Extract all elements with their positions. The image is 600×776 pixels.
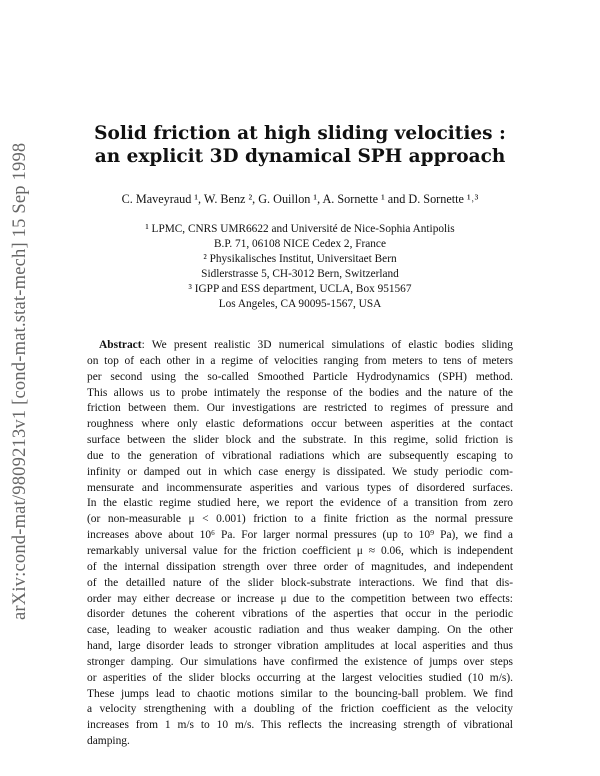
abstract-line: due to the generation of vibrational radiations which are subsequently escaping to (87, 449, 513, 462)
affiliation-line: ² Physikalisches Institut, Universitaet Bern (203, 253, 397, 265)
abstract-line: a velocity strengthening with a doubling of the friction coefficient as the velocity (87, 703, 513, 716)
abstract-line: In the elastic regime studied here, we report the evidence of a transition from zero (87, 497, 513, 510)
abstract-line: hand, large disorder leads to stronger vibration amplitudes at local asperities and thus (87, 640, 513, 653)
abstract-label: Abstract (99, 339, 142, 351)
abstract-line: disorder detunes the coherent vibrations of the asperties that occur in the periodic (87, 608, 513, 621)
arxiv-identifier: arXiv:cond-mat/9809213v1 [cond-mat.stat-mech] 15 Sep 1998 (10, 142, 30, 620)
abstract-line: of the internal dissipation strength over three order of magnitudes, and independent (87, 560, 513, 573)
abstract-line: friction between them. Our investigations are restricted to regimes of pressure and (87, 402, 513, 415)
abstract (87, 338, 513, 750)
abstract-line: stronger damping. Our simulations have confirmed the existence of jumps over steps (87, 655, 513, 668)
abstract-line: increases from 1 m/s to 10 m/s. This reflects the increasing strength of vibrational (87, 719, 513, 732)
author-list: C. Maveyraud ¹, W. Benz ², G. Ouillon ¹, A. Sornette ¹ and D. Sornette ¹˒³ (121, 192, 479, 206)
abstract-line: on top of each other in a regime of velocities ranging from meters to tens of meters (87, 354, 513, 367)
abstract-line: These jumps lead to chaotic motions similar to the bouncing-ball problem. We find (87, 687, 513, 700)
title-line-2: an explicit 3D dynamical SPH approach (94, 146, 506, 167)
abstract-line: (or non-measurable μ < 0.001) friction to a finite friction as the normal pressure (87, 513, 513, 526)
abstract-line: damping. (87, 735, 130, 748)
affiliation-line: Sidlerstrasse 5, CH-3012 Bern, Switzerland (201, 268, 399, 280)
affiliation-line: B.P. 71, 06108 NICE Cedex 2, France (214, 238, 386, 250)
abstract-line: order may either decrease or increase μ due to the competition between two effects: (87, 592, 513, 605)
abstract-line: increases above about 10⁶ Pa. For larger normal pressures (up to 10⁹ Pa), we find a (87, 529, 513, 542)
affiliation-line: ¹ LPMC, CNRS UMR6622 and Université de Nice-Sophia Antipolis (145, 223, 455, 235)
abstract-line: Abstract: We present realistic 3D numerical simulations of elastic bodies sliding (99, 339, 513, 351)
affiliation-line: Los Angeles, CA 90095-1567, USA (218, 298, 382, 310)
affiliations (60, 222, 540, 312)
affiliation-line: ³ IGPP and ESS department, UCLA, Box 951567 (188, 283, 412, 295)
abstract-line: roughness where only elastic deformations occur between asperities at the contact (87, 418, 513, 431)
abstract-line: surface between the slider block and the substrate. In this regime, solid friction is (87, 434, 513, 447)
abstract-line: remarkably universal value for the friction coefficient μ ≈ 0.06, which is independent (87, 544, 513, 557)
abstract-line: This allows us to probe intimately the response of the bodies and the nature of the (87, 386, 513, 399)
abstract-line: case, leading to weaker acoustic radiation and thus weaker damping. On the other (87, 624, 513, 637)
abstract-line: infinity or damped out in which case energy is dissipated. We study periodic com- (87, 465, 513, 478)
paper-title (60, 122, 540, 168)
abstract-line: of the detailled nature of the slider block-substrate interactions. We find that dis- (87, 576, 513, 589)
title-line-1: Solid friction at high sliding velocities : (94, 123, 506, 144)
abstract-line: mensurate and incommensurate asperities and various types of disordered surfaces. (87, 481, 513, 494)
abstract-line: or asperities of the slider blocks occurring at the largest velocities studied (10 m/s). (87, 671, 513, 684)
abstract-line: per second using the so-called Smoothed Particle Hydrodynamics (SPH) method. (87, 370, 513, 383)
